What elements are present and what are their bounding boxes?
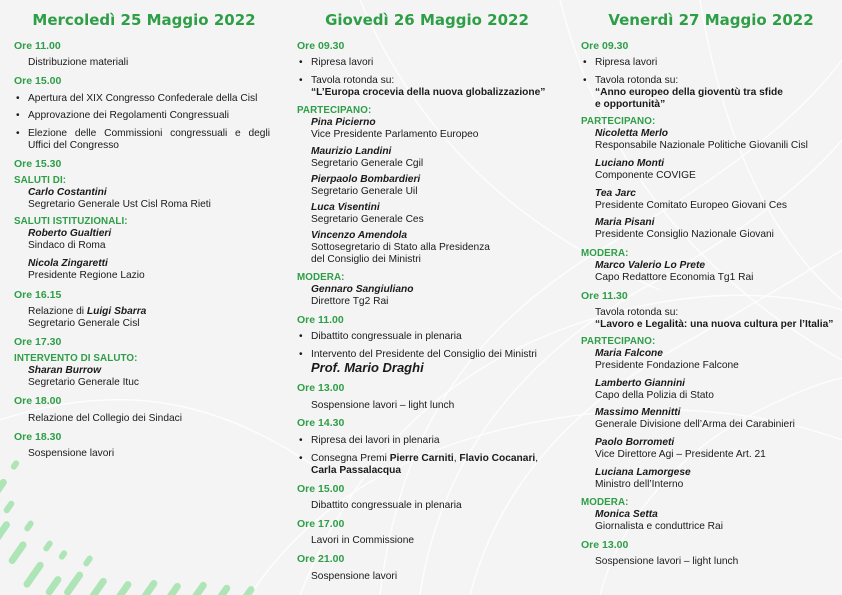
agenda-text: Sospensione lavori <box>311 571 398 582</box>
roundtable-title: “L’Europa crocevia della nuova globalizzazione” <box>311 87 546 98</box>
person-name: Paolo Borrometi <box>595 437 675 448</box>
agenda-text: Sospensione lavori – light lunch <box>595 556 739 567</box>
person-name: Sharan Burrow <box>28 365 102 376</box>
agenda-bullet: • Intervento del Presidente del Consiglio dei Ministri <box>297 349 579 361</box>
time-label: Ore 17.00 <box>297 518 345 530</box>
section-label: PARTECIPANO: <box>297 105 372 116</box>
time-label: Ore 11.00 <box>297 314 344 326</box>
day-title: Mercoledì 25 Maggio 2022 <box>32 11 256 29</box>
person-role: del Consiglio dei Ministri <box>311 254 421 265</box>
person-role: Direttore Tg2 Rai <box>311 296 389 307</box>
person-role: Segretario Generale Ust Cisl Roma Rieti <box>28 199 211 210</box>
agenda-text: Distribuzione materiali <box>28 57 129 68</box>
section-label: INTERVENTO DI SALUTO: <box>14 353 138 364</box>
agenda-text: Dibattito congressuale in plenaria <box>311 500 462 511</box>
person-name: Monica Setta <box>595 509 658 520</box>
agenda-bullet: • Ripresa lavori <box>581 57 842 69</box>
person-name: Luciano Monti <box>595 158 665 169</box>
green-dots-decoration <box>0 459 256 595</box>
person-name: Carlo Costantini <box>28 187 107 198</box>
awardee-name: Carla Passalacqua <box>311 465 402 476</box>
person-role: Generale Divisione dell’Arma dei Carabinieri <box>595 419 795 430</box>
person-role: Responsabile Nazionale Politiche Giovanili Cisl <box>595 140 808 151</box>
agenda-text: Tavola rotonda su: <box>595 307 679 318</box>
roundtable-title: “Lavoro e Legalità: una nuova cultura per l’Italia” <box>595 319 834 330</box>
person-name: Lamberto Giannini <box>595 378 685 389</box>
person-role: Presidente Consiglio Nazionale Giovani <box>595 229 774 240</box>
person-name: Luigi Sbarra <box>86 306 147 317</box>
person-role: Segretario Generale Cisl <box>28 318 140 329</box>
person-role: Segretario Generale Ituc <box>28 377 139 388</box>
person-role: Vice Direttore Agi – Presidente Art. 21 <box>595 449 766 460</box>
agenda-text: Relazione di Luigi Sbarra <box>28 306 147 317</box>
person-name: Luciana Lamorgese <box>595 467 691 478</box>
agenda-bullet: • Elezione delle Commissioni congressuali e degli Uffici del Congresso <box>14 128 270 152</box>
section-label: PARTECIPANO: <box>581 116 656 127</box>
roundtable-title: “Anno europeo della gioventù tra sfide <box>595 87 783 98</box>
person-name: Massimo Mennitti <box>595 407 681 418</box>
time-label: Ore 09.30 <box>297 40 345 52</box>
time-label: Ore 11.00 <box>14 40 61 52</box>
time-label: Ore 09.30 <box>581 40 629 52</box>
person-name: Maria Pisani <box>595 217 655 228</box>
section-label: SALUTI DI: <box>14 175 67 186</box>
agenda-bullet: • Tavola rotonda su: <box>297 75 579 87</box>
agenda-bullet: • Consegna Premi Pierre Carniti, Flavio Cocanari, <box>297 453 579 465</box>
person-name: Nicoletta Merlo <box>595 128 669 139</box>
time-label: Ore 15.00 <box>297 483 345 495</box>
time-label: Ore 15.00 <box>14 75 62 87</box>
person-role: Segretario Generale Cgil <box>311 158 424 169</box>
person-name: Pina Picierno <box>311 117 376 128</box>
agenda-text: Sospensione lavori – light lunch <box>311 400 455 411</box>
agenda-bullet: • Approvazione dei Regolamenti Congressuali <box>14 110 296 122</box>
time-label: Ore 18.30 <box>14 431 62 443</box>
person-name: Tea Jarc <box>595 188 636 199</box>
roundtable-title: e opportunità” <box>595 99 666 110</box>
person-role: Vice Presidente Parlamento Europeo <box>311 129 479 140</box>
time-label: Ore 17.30 <box>14 336 62 348</box>
awardee-name: Flavio Cocanari <box>459 453 536 464</box>
time-label: Ore 16.15 <box>14 289 62 301</box>
person-name: Maurizio Landini <box>311 146 392 157</box>
agenda-bullet: • Tavola rotonda su: <box>581 75 842 87</box>
person-name: Marco Valerio Lo Prete <box>595 260 706 271</box>
person-name: Nicola Zingaretti <box>28 258 108 269</box>
person-role: Ministro dell’Interno <box>595 479 684 490</box>
person-role: Sindaco di Roma <box>28 240 106 251</box>
time-label: Ore 11.30 <box>581 290 628 302</box>
person-name: Vincenzo Amendola <box>311 230 408 241</box>
agenda-text: Sospensione lavori <box>28 448 115 459</box>
agenda-text: Lavori in Commissione <box>311 535 415 546</box>
time-label: Ore 15.30 <box>14 158 62 170</box>
person-name: Pierpaolo Bombardieri <box>311 174 421 185</box>
person-role: Capo Redattore Economia Tg1 Rai <box>595 272 754 283</box>
person-name: Roberto Gualtieri <box>28 228 112 239</box>
agenda-text: Relazione del Collegio dei Sindaci <box>28 413 183 424</box>
person-role: Componente COVIGE <box>595 170 696 181</box>
section-label: MODERA: <box>581 497 629 508</box>
person-role: Segretario Generale Ces <box>311 214 424 225</box>
person-role: Presidente Fondazione Falcone <box>595 360 739 371</box>
section-label: PARTECIPANO: <box>581 336 656 347</box>
section-label: MODERA: <box>581 248 629 259</box>
person-name: Luca Visentini <box>311 202 380 213</box>
agenda-bullet: • Ripresa lavori <box>297 57 579 69</box>
awardee-name: Pierre Carniti <box>389 453 454 464</box>
agenda-bullet: • Ripresa dei lavori in plenaria <box>297 435 579 447</box>
time-label: Ore 18.00 <box>14 395 62 407</box>
person-name: Prof. Mario Draghi <box>311 360 424 375</box>
time-label: Ore 13.00 <box>581 539 629 551</box>
person-role: Sottosegretario di Stato alla Presidenza <box>311 242 490 253</box>
person-role: Giornalista e conduttrice Rai <box>595 521 723 532</box>
person-name: Maria Falcone <box>595 348 663 359</box>
time-label: Ore 14.30 <box>297 417 345 429</box>
time-label: Ore 13.00 <box>297 382 345 394</box>
agenda-bullet: • Dibattito congressuale in plenaria <box>297 331 579 343</box>
person-name: Gennaro Sangiuliano <box>311 284 414 295</box>
time-label: Ore 21.00 <box>297 553 345 565</box>
agenda-bullet: • Apertura del XIX Congresso Confederale della Cisl <box>14 93 296 105</box>
person-role: Presidente Comitato Europeo Giovani Ces <box>595 200 787 211</box>
day-title: Venerdì 27 Maggio 2022 <box>608 11 814 29</box>
person-role: Segretario Generale Uil <box>311 186 418 197</box>
person-role: Capo della Polizia di Stato <box>595 390 714 401</box>
day-title: Giovedì 26 Maggio 2022 <box>325 11 529 29</box>
person-role: Presidente Regione Lazio <box>28 270 145 281</box>
section-label: MODERA: <box>297 272 345 283</box>
section-label: SALUTI ISTITUZIONALI: <box>14 216 128 227</box>
